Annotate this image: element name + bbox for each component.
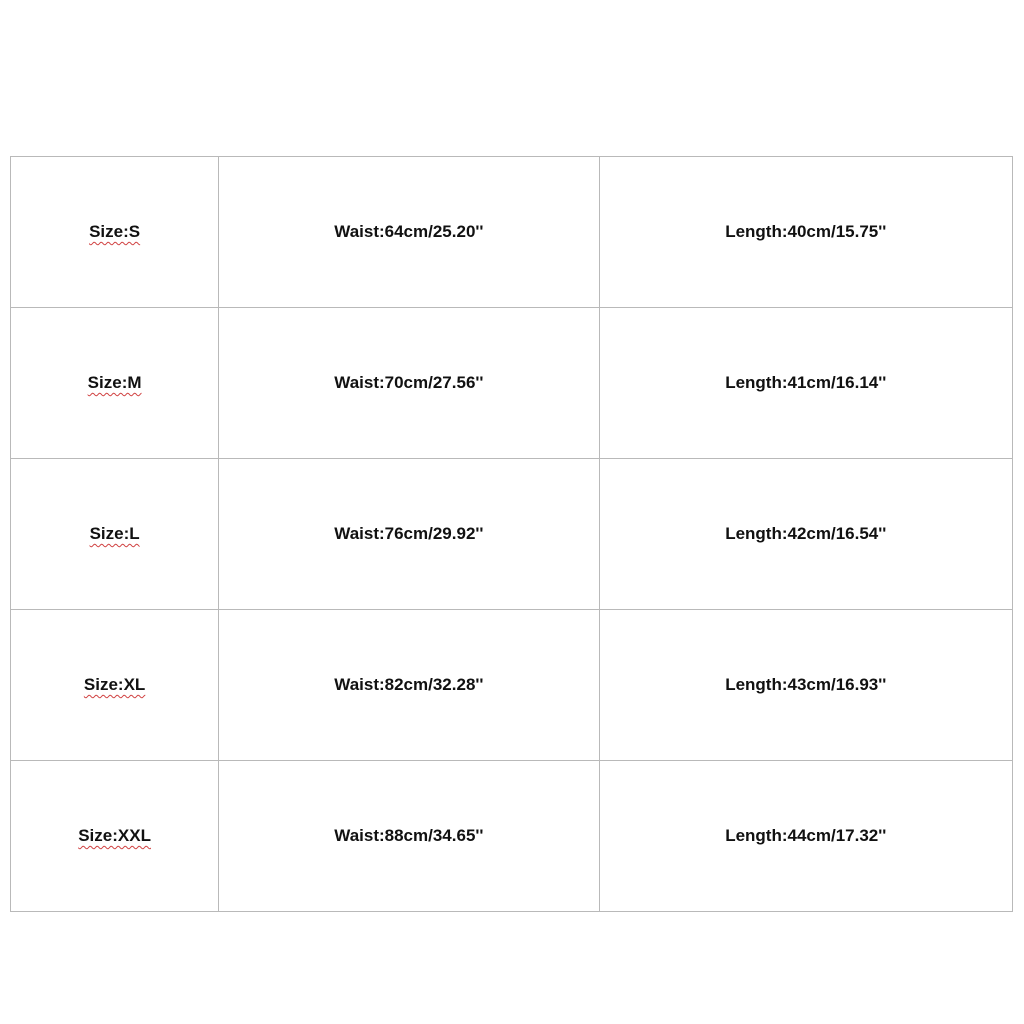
- length-cell: Length:44cm/17.32'': [599, 761, 1012, 912]
- size-chart-table: [10, 156, 1013, 912]
- length-cell: Length:43cm/16.93'': [599, 610, 1012, 761]
- length-cell: Length:41cm/16.14'': [599, 308, 1012, 459]
- size-label: Size:S: [89, 222, 141, 241]
- size-cell: [11, 157, 219, 308]
- waist-cell: Waist:82cm/32.28'': [219, 610, 599, 761]
- length-cell: Length:42cm/16.54'': [599, 459, 1012, 610]
- size-label: Size:XXL: [78, 826, 151, 845]
- table-row: [11, 610, 1013, 761]
- waist-cell: Waist:76cm/29.92'': [219, 459, 599, 610]
- table-row: [11, 308, 1013, 459]
- length-cell: Length:40cm/15.75'': [599, 157, 1012, 308]
- waist-cell: Waist:88cm/34.65'': [219, 761, 599, 912]
- size-cell: [11, 308, 219, 459]
- table-row: [11, 459, 1013, 610]
- table-row: [11, 761, 1013, 912]
- size-label: Size:L: [89, 524, 140, 543]
- size-cell: [11, 761, 219, 912]
- size-cell: [11, 610, 219, 761]
- size-label: Size:XL: [83, 675, 146, 694]
- waist-cell: Waist:64cm/25.20'': [219, 157, 599, 308]
- size-cell: [11, 459, 219, 610]
- size-label: Size:M: [87, 373, 142, 392]
- waist-cell: Waist:70cm/27.56'': [219, 308, 599, 459]
- table-row: [11, 157, 1013, 308]
